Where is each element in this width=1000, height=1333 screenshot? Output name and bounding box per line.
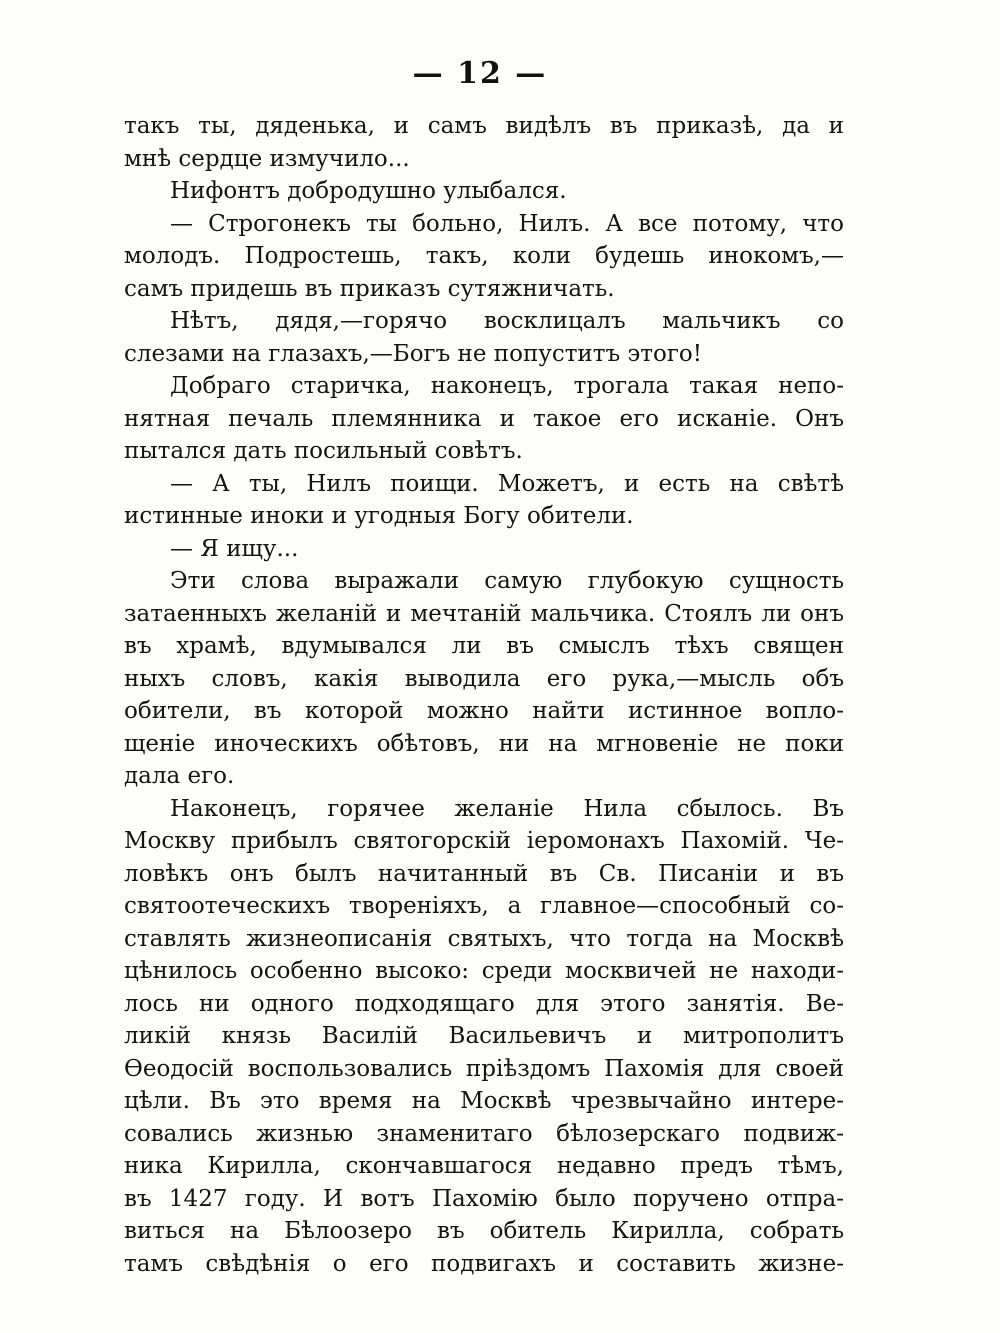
text-line: святоотеческихъ твореніяхъ, а главное—способный со-: [124, 893, 844, 919]
text-line: обители, въ которой можно найти истинное вопло-: [124, 698, 844, 724]
text-line: ликій князь Василій Васильевичъ и митрополитъ: [124, 1023, 844, 1049]
text-line: ловѣкъ онъ былъ начитанный въ Св. Писаніи и въ: [124, 860, 844, 887]
text-line: Наконецъ, горячее желаніе Нила сбылось. Въ: [170, 795, 844, 822]
text-line: Ѳеодосій воспользовались пріѣздомъ Пахомія для своей: [124, 1055, 844, 1082]
text-line: Нѣтъ, дядя,—горячо восклицалъ мальчикъ со: [170, 308, 844, 334]
text-line: щеніе иноческихъ обѣтовъ, ни на мгновеніе не поки: [124, 730, 844, 757]
text-line: такъ ты, дяденька, и самъ видѣлъ въ приказѣ, да и: [124, 113, 844, 139]
text-line: виться на Бѣлоозеро въ обитель Кирилла, собрать: [124, 1218, 844, 1244]
text-line: мнѣ сердце измучило...: [124, 145, 410, 172]
text-line: истинные иноки и угодныя Богу обители.: [124, 503, 634, 529]
page-text: [124, 110, 844, 1280]
text-line: затаенныхъ желаній и мечтаній мальчика. Стоялъ ли онъ: [124, 600, 844, 627]
text-line: цѣнилось особенно высоко: среди москвичей не находи-: [124, 958, 844, 984]
text-line: Добраго старичка, наконецъ, трогала такая непо-: [170, 373, 844, 399]
page-number: — 12 —: [412, 56, 548, 91]
text-line: лось ни одного подходящаго для этого занятія. Ве-: [124, 990, 844, 1017]
text-line: ника Кирилла, скончавшагося недавно предъ тѣмъ,: [124, 1153, 844, 1179]
text-line: цѣли. Въ это время на Москвѣ чрезвычайно интере-: [124, 1088, 844, 1114]
text-line: — Я ищу...: [170, 535, 299, 562]
text-line: Нифонтъ добродушно улыбался.: [170, 178, 567, 204]
text-line: самъ придешь въ приказъ сутяжничать.: [124, 275, 615, 302]
text-line: ставлять жизнеописанія святыхъ, что тогда на Москвѣ: [124, 925, 844, 952]
text-line: совались жизнью знаменитаго бѣлозерскаго подвиж-: [124, 1120, 844, 1147]
text-line: нятная печаль племянника и такое его исканіе. Онъ: [124, 405, 844, 432]
text-line: Москву прибылъ святогорскій іеромонахъ Пахомій. Че-: [124, 828, 844, 854]
text-line: молодъ. Подростешь, такъ, коли будешь инокомъ,—: [124, 243, 844, 269]
text-line: слезами на глазахъ,—Богъ не попуститъ этого!: [124, 340, 703, 367]
text-line: дала его.: [124, 763, 235, 789]
text-line: тамъ свѣдѣнія о его подвигахъ и составить жизне-: [124, 1250, 844, 1277]
text-line: — А ты, Нилъ поищи. Можетъ, и есть на свѣтѣ: [170, 470, 844, 497]
text-line: въ храмѣ, вдумывался ли въ смыслъ тѣхъ священ: [124, 633, 844, 659]
text-line: въ 1427 году. И вотъ Пахомію было поручено отпра-: [124, 1185, 844, 1212]
text-line: — Строгонекъ ты больно, Нилъ. А все потому, что: [170, 210, 844, 237]
text-line: Эти слова выражали самую глубокую сущность: [170, 568, 844, 594]
text-line: ныхъ словъ, какія выводила его рука,—мысль объ: [124, 665, 844, 692]
text-line: пытался дать посильный совѣтъ.: [124, 438, 523, 464]
